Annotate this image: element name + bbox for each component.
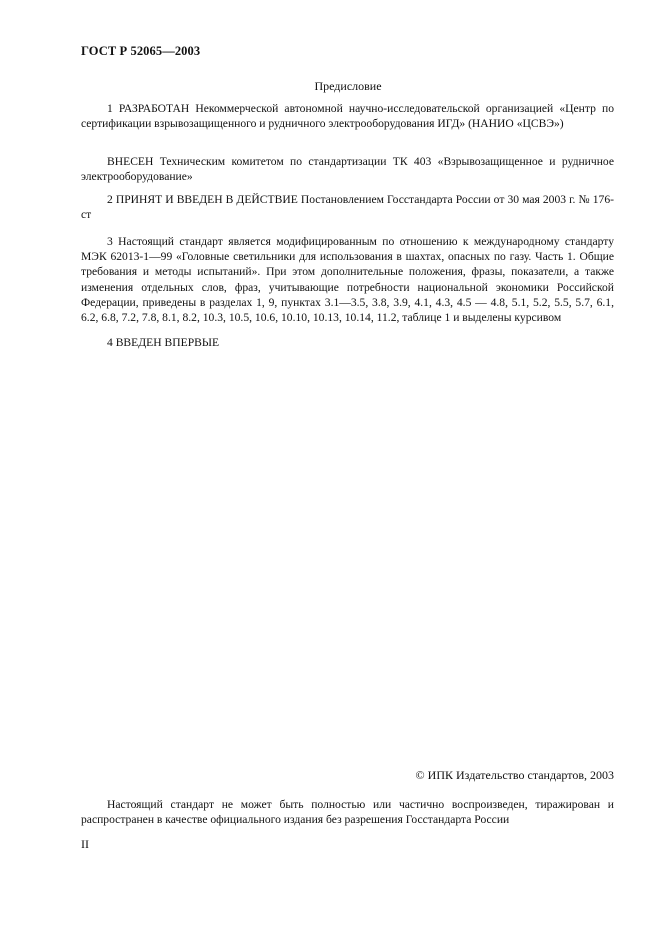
paragraph-first-introduced: 4 ВВЕДЕН ВПЕРВЫЕ [107, 336, 220, 349]
section-title: Предисловие [314, 79, 382, 93]
document-code-header: ГОСТ Р 52065—2003 [81, 44, 201, 58]
paragraph-developed-by: 1 РАЗРАБОТАН Некоммерческой автономной научно-исследовательской организацией «Центр по сертификации взрывозащищенного и рудничного электрооборудования ИГД» (НАНИО «ЦСВЭ») [81, 102, 614, 131]
page-number: II [81, 837, 89, 851]
paragraph-adopted: 2 ПРИНЯТ И ВВЕДЕН В ДЕЙСТВИЕ Постановлением Госстандарта России от 30 мая 2003 г. № 176-ст [81, 193, 614, 222]
paragraph-modification: 3 Настоящий стандарт является модифицированным по отношению к международному стандарту МЭК 62013-1—99 «Головные светильники для использования в шахтах, опасных по газу. Часть 1. Общие требования и методы испытаний». При этом дополнительные положения, фразы, показатели, а также изменения отдельных слов, фраз, учитывающие потребности национальной экономики Российской Федерации, приведены в разделах 1, 9, пунктах 3.1—3.5, 3.8, 3.9, 4.1, 4.3, 4.5 — 4.8, 5.1, 5.2, 5.5, 5.7, 6.1, 6.2, 6.8, 7.2, 7.8, 8.1, 8.2, 10.3, 10.5, 10.6, 10.10, 10.13, 10.14, 11.2, таблице 1 и выделены курсивом [81, 235, 614, 325]
copyright-line: © ИПК Издательство стандартов, 2003 [415, 768, 614, 782]
paragraph-introduced-by: ВНЕСЕН Техническим комитетом по стандартизации ТК 403 «Взрывозащищенное и рудничное электрооборудование» [81, 155, 614, 184]
reproduction-notice: Настоящий стандарт не может быть полностью или частично воспроизведен, тиражирован и распространен в качестве официального издания без разрешения Госстандарта России [81, 798, 614, 827]
